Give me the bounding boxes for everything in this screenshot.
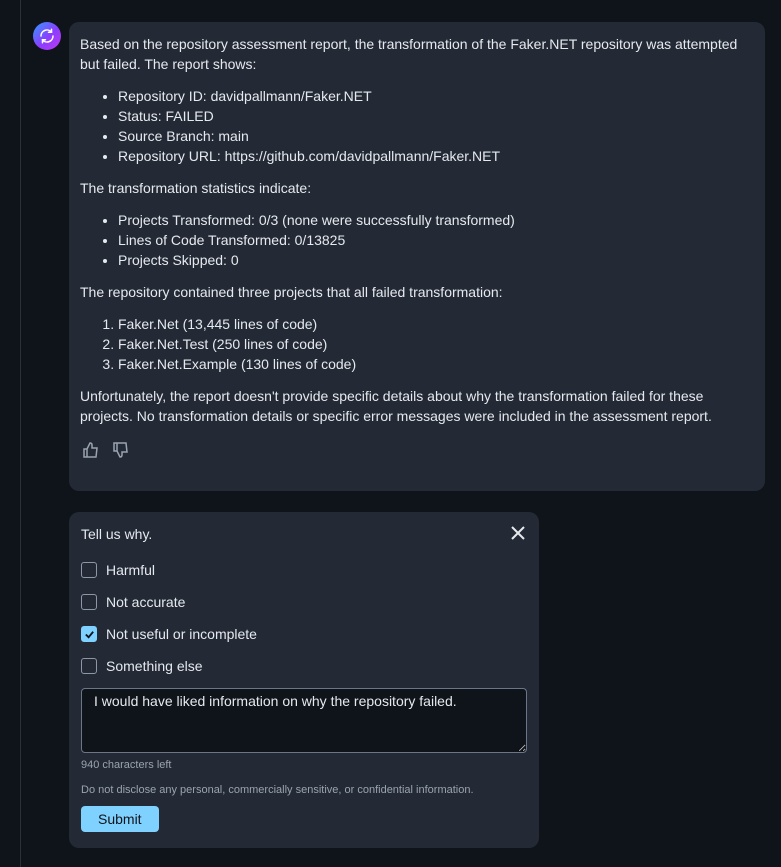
message-intro: Based on the repository assessment report, the transformation of the Faker.NET repository was attempted but failed. The report shows: [80,36,738,72]
checkbox[interactable] [81,562,97,578]
checkbox[interactable] [81,658,97,674]
checkmark-icon [84,629,95,640]
list-item: • Source Branch: main [118,126,753,146]
checkbox-not-accurate[interactable] [81,586,527,618]
projects-list [80,314,753,374]
list-item: • Projects Skipped: 0 [118,250,753,270]
checkbox-label: Harmful [106,562,156,578]
stats-list [80,210,753,270]
checkbox-harmful[interactable] [81,554,527,586]
list-item: • Projects Transformed: 0/3 (none were successfully transformed) [118,210,753,230]
checkbox-label: Something else [106,658,203,674]
disclaimer: Do not disclose any personal, commercially sensitive, or confidential information. [81,784,474,796]
list-item: • Repository ID: davidpallmann/Faker.NET [118,86,753,106]
details-list [80,86,753,166]
close-icon [511,526,525,540]
checkbox-not-useful[interactable] [81,618,527,650]
checkbox-label: Not accurate [106,594,186,610]
thumbs-up-button[interactable] [83,442,99,458]
checkbox-label: Not useful or incomplete [106,626,257,642]
submit-button[interactable]: Submit [81,806,159,832]
checkbox[interactable] [81,626,97,642]
close-button[interactable] [511,526,525,543]
list-item: • Status: FAILED [118,106,753,126]
feedback-title: Tell us why. [81,526,153,542]
projects-intro: The repository contained three projects that all failed transformation: [80,284,503,300]
message-conclusion: Unfortunately, the report doesn't provide specific details about why the transformation failed for these projects. No transformation details or specific error messages were included in the assessment report. [80,388,712,424]
thumbs-up-icon [83,442,99,458]
feedback-form [69,512,539,848]
sidebar-divider [20,0,21,867]
stats-intro: The transformation statistics indicate: [80,180,312,196]
feedback-comment-input[interactable] [81,688,527,753]
checkbox-something-else[interactable] [81,650,527,682]
thumbs-down-button[interactable] [113,442,129,458]
list-item: • Lines of Code Transformed: 0/13825 [118,230,753,250]
checkbox[interactable] [81,594,97,610]
thumbs-down-icon [113,442,129,458]
characters-left: 940 characters left [81,759,172,771]
sync-icon [38,27,56,45]
assistant-avatar [33,22,61,50]
assistant-message [69,22,765,491]
list-item: 2. Faker.Net.Test (250 lines of code) [118,334,753,354]
list-item: 1. Faker.Net (13,445 lines of code) [118,314,753,334]
list-item: 3. Faker.Net.Example (130 lines of code) [118,354,753,374]
list-item: • Repository URL: https://github.com/davidpallmann/Faker.NET [118,146,753,166]
